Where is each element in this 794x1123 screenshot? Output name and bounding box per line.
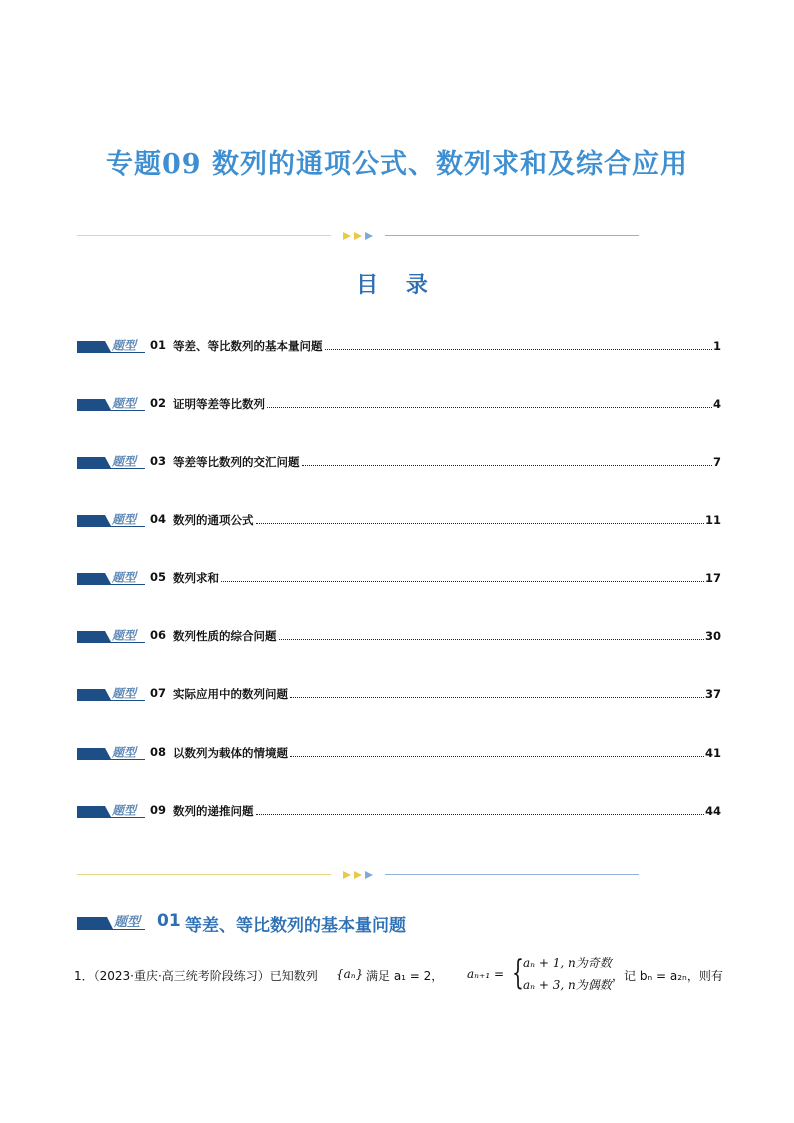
toc-entry-line bbox=[173, 686, 721, 702]
toc-entry-page: 11 bbox=[704, 513, 721, 527]
toc-entry-page: 4 bbox=[712, 397, 721, 411]
toc-dot-leader bbox=[302, 465, 712, 466]
document-title: 专题09 数列的通项公式、数列求和及综合应用 bbox=[106, 149, 688, 180]
toc-badge bbox=[77, 685, 145, 701]
toc-dot-leader bbox=[267, 407, 712, 408]
section-number: 01 bbox=[157, 911, 181, 931]
toc-entry-number: 08 bbox=[150, 745, 167, 759]
piecewise-case-even: aₙ + 3, n为偶数 bbox=[523, 978, 612, 992]
toc-entry-number: 04 bbox=[150, 512, 167, 526]
piecewise-brace: { bbox=[512, 953, 524, 993]
toc-entry-title: 以数列为载体的情境题 bbox=[173, 746, 288, 760]
toc-badge-label: 题型 bbox=[112, 686, 137, 701]
toc-entry[interactable] bbox=[77, 744, 721, 760]
toc-entry-page: 7 bbox=[712, 455, 721, 469]
toc-entry-page: 1 bbox=[712, 339, 721, 353]
toc-entry-title: 数列性质的综合问题 bbox=[173, 629, 277, 643]
toc-dot-leader bbox=[290, 697, 704, 698]
toc-entry[interactable] bbox=[77, 395, 721, 411]
toc-entry[interactable] bbox=[77, 569, 721, 585]
toc-entry-number: 09 bbox=[150, 803, 167, 817]
toc-badge bbox=[77, 569, 145, 585]
problem-1 bbox=[74, 953, 724, 997]
toc-badge-label: 题型 bbox=[112, 803, 137, 818]
toc-badge-label: 题型 bbox=[112, 512, 137, 527]
toc-dot-leader bbox=[279, 639, 704, 640]
toc-entry-line bbox=[173, 338, 721, 354]
toc-entry[interactable] bbox=[77, 627, 721, 643]
toc-entry-line bbox=[173, 396, 721, 412]
toc-entry-title: 数列求和 bbox=[173, 571, 219, 585]
toc-entry-page: 44 bbox=[704, 804, 721, 818]
toc-entry-number: 02 bbox=[150, 396, 167, 410]
toc-entry-page: 41 bbox=[704, 746, 721, 760]
toc-badge-label: 题型 bbox=[112, 338, 137, 353]
section-heading bbox=[77, 911, 721, 936]
toc-badge-label: 题型 bbox=[112, 570, 137, 585]
toc-entry-line bbox=[173, 512, 721, 528]
toc-badge bbox=[77, 453, 145, 469]
toc-badge-label: 题型 bbox=[112, 628, 137, 643]
toc-badge bbox=[77, 744, 145, 760]
toc-entry-line bbox=[173, 628, 721, 644]
ornamental-divider-bottom bbox=[77, 869, 639, 881]
toc-dot-leader bbox=[256, 814, 704, 815]
toc-entry-line bbox=[173, 803, 721, 819]
toc-dot-leader bbox=[290, 756, 704, 757]
divider-line-right bbox=[385, 874, 639, 875]
section-badge-label: 题型 bbox=[114, 915, 141, 930]
toc-entry[interactable] bbox=[77, 337, 721, 353]
toc-entry-title: 证明等差等比数列 bbox=[173, 397, 265, 411]
toc-entry-line bbox=[173, 745, 721, 761]
triple-arrow-icon bbox=[343, 869, 375, 881]
toc-entry[interactable] bbox=[77, 511, 721, 527]
toc-entry[interactable] bbox=[77, 453, 721, 469]
triple-arrow-icon bbox=[343, 230, 375, 242]
toc-entry-title: 等差、等比数列的基本量问题 bbox=[173, 339, 323, 353]
toc-entry-number: 06 bbox=[150, 628, 167, 642]
toc-entry[interactable] bbox=[77, 802, 721, 818]
toc-entry-title: 等差等比数列的交汇问题 bbox=[173, 455, 300, 469]
toc-entry-line bbox=[173, 570, 721, 586]
toc-badge bbox=[77, 395, 145, 411]
toc-badge bbox=[77, 802, 145, 818]
toc-entry-title: 数列的递推问题 bbox=[173, 804, 254, 818]
section-title: 等差、等比数列的基本量问题 bbox=[185, 916, 406, 936]
toc-entry-number: 07 bbox=[150, 686, 167, 700]
toc-entry-page: 30 bbox=[704, 629, 721, 643]
toc-badge-label: 题型 bbox=[112, 454, 137, 469]
toc-badge-label: 题型 bbox=[112, 396, 137, 411]
divider-line-right bbox=[385, 235, 639, 236]
toc-dot-leader bbox=[325, 349, 712, 350]
ornamental-divider-top bbox=[77, 230, 639, 242]
toc-entry-number: 01 bbox=[150, 338, 167, 352]
piecewise-case-odd: aₙ + 1, n为奇数 bbox=[523, 956, 612, 970]
toc-entry-page: 37 bbox=[704, 687, 721, 701]
toc-badge-label: 题型 bbox=[112, 745, 137, 760]
toc-entry[interactable] bbox=[77, 685, 721, 701]
toc-badge bbox=[77, 337, 145, 353]
problem-suffix: ，记 bₙ = a₂ₙ，则有 bbox=[612, 969, 723, 983]
divider-line-left bbox=[77, 235, 331, 236]
toc-dot-leader bbox=[256, 523, 704, 524]
toc-badge bbox=[77, 627, 145, 643]
problem-prefix: 1．（2023·重庆·高三统考阶段练习）已知数列 bbox=[74, 969, 318, 983]
toc-entry-title: 实际应用中的数列问题 bbox=[173, 687, 288, 701]
initial-condition: 满足 a₁ = 2， bbox=[366, 969, 444, 983]
sequence-notation: {aₙ} bbox=[336, 967, 364, 981]
toc-heading: 目 录 bbox=[356, 273, 438, 298]
toc-entry-number: 03 bbox=[150, 454, 167, 468]
toc-entry-page: 17 bbox=[704, 571, 721, 585]
recurrence-lhs: aₙ₊₁ = bbox=[467, 967, 505, 981]
divider-line-left bbox=[77, 874, 331, 875]
toc-dot-leader bbox=[221, 581, 704, 582]
toc-entry-title: 数列的通项公式 bbox=[173, 513, 254, 527]
toc-entry-line bbox=[173, 454, 721, 470]
toc-badge bbox=[77, 511, 145, 527]
section-badge bbox=[77, 912, 145, 930]
toc-entry-number: 05 bbox=[150, 570, 167, 584]
